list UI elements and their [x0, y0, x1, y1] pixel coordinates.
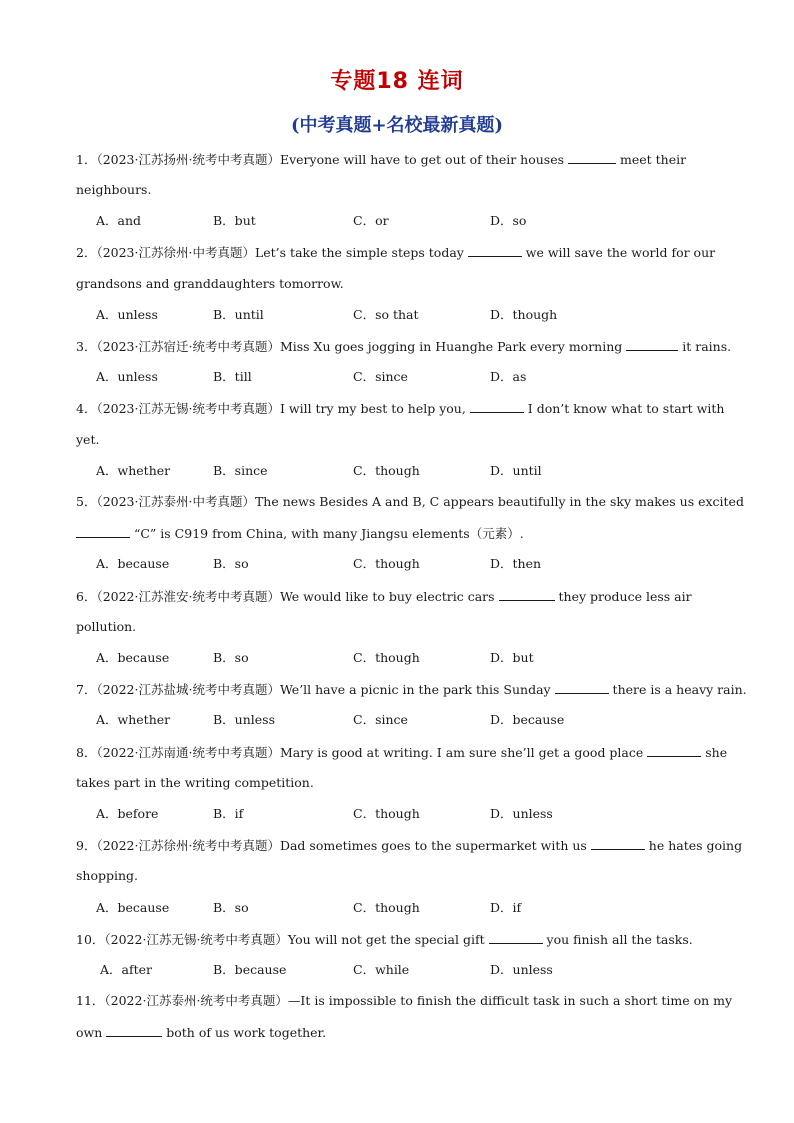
question-2-line-1: 2．（2023·江苏徐州·中考真题）Let’s take the simple steps today we will save the world for our [76, 245, 716, 260]
question-5-line-1: 5．（2023·江苏泰州·中考真题）The news Besides A and B, C appears beautifully in the sky makes us excited [76, 494, 744, 509]
option-d[interactable]: D．unless [490, 962, 553, 977]
option-b[interactable]: B．so [213, 650, 249, 665]
question-3-line-1: 3．（2023·江苏宿迁·统考中考真题）Miss Xu goes jogging in Huanghe Park every morning it rains. [76, 339, 732, 354]
question-4-line-2: yet. [76, 432, 100, 447]
option-a[interactable]: A．whether [96, 712, 171, 727]
page-title: 专题18 连词 [330, 69, 464, 94]
option-d[interactable]: D．but [490, 650, 534, 665]
option-a[interactable]: A．because [96, 900, 170, 915]
option-a[interactable]: A．unless [96, 369, 158, 384]
option-b[interactable]: B．since [213, 463, 268, 478]
question-5-line-2: “C” is C919 from China, with many Jiangsu elements（元素）. [76, 525, 524, 542]
option-c[interactable]: C．though [353, 556, 420, 571]
option-a[interactable]: A．whether [96, 463, 171, 478]
option-b[interactable]: B．so [213, 900, 249, 915]
answer-blank[interactable] [568, 151, 616, 164]
option-d[interactable]: D．then [490, 556, 542, 571]
page-subtitle: (中考真题+名校最新真题) [290, 115, 504, 136]
answer-blank[interactable] [626, 338, 678, 351]
option-d[interactable]: D．so [490, 213, 527, 228]
option-d[interactable]: D．if [490, 900, 522, 915]
question-6-line-1: 6．（2022·江苏淮安·统考中考真题）We would like to buy electric cars they produce less air [76, 589, 692, 604]
answer-blank[interactable] [555, 681, 609, 694]
option-a[interactable]: A．because [96, 556, 170, 571]
option-a[interactable]: A．after [100, 962, 153, 977]
question-1-line-1: 1．（2023·江苏扬州·统考中考真题）Everyone will have to get out of their houses meet their [76, 152, 687, 167]
question-9-line-1: 9．（2022·江苏徐州·统考中考真题）Dad sometimes goes to the supermarket with us he hates going [76, 838, 743, 853]
answer-blank[interactable] [470, 400, 524, 413]
option-b[interactable]: B．but [213, 213, 256, 228]
question-4-line-1: 4．（2023·江苏无锡·统考中考真题）I will try my best to help you, I don’t know what to start with [76, 401, 725, 416]
option-b[interactable]: B．so [213, 556, 249, 571]
option-a[interactable]: A．unless [96, 307, 158, 322]
option-d[interactable]: D．as [490, 369, 527, 384]
option-c[interactable]: C．since [353, 369, 408, 384]
option-b[interactable]: B．unless [213, 712, 276, 727]
option-a[interactable]: A．and [96, 213, 142, 228]
option-c[interactable]: C．or [353, 213, 389, 228]
option-b[interactable]: B．till [213, 369, 252, 384]
answer-blank[interactable] [106, 1024, 162, 1037]
answer-blank[interactable] [76, 525, 130, 538]
option-c[interactable]: C．though [353, 900, 420, 915]
option-c[interactable]: C．since [353, 712, 408, 727]
option-c[interactable]: C．though [353, 806, 420, 821]
question-11-line-1: 11．（2022·江苏泰州·统考中考真题）—It is impossible to finish the difficult task in such a short time on my [76, 993, 733, 1008]
answer-blank[interactable] [489, 931, 543, 944]
option-c[interactable]: C．though [353, 463, 420, 478]
answer-blank[interactable] [647, 744, 701, 757]
option-c[interactable]: C．while [353, 962, 410, 977]
question-8-line-1: 8．（2022·江苏南通·统考中考真题）Mary is good at writing. I am sure she’ll get a good place she [76, 745, 728, 760]
question-10-line-1: 10．（2022·江苏无锡·统考中考真题）You will not get the special gift you finish all the tasks. [76, 932, 693, 947]
option-d[interactable]: D．until [490, 463, 542, 478]
question-6-line-2: pollution. [76, 619, 137, 634]
option-d[interactable]: D．because [490, 712, 565, 727]
option-c[interactable]: C．so that [353, 307, 419, 322]
option-a[interactable]: A．before [96, 806, 159, 821]
option-d[interactable]: D．unless [490, 806, 553, 821]
option-a[interactable]: A．because [96, 650, 170, 665]
answer-blank[interactable] [499, 588, 555, 601]
question-7-line-1: 7．（2022·江苏盐城·统考中考真题）We’ll have a picnic in the park this Sunday there is a heavy rain. [76, 682, 747, 697]
option-c[interactable]: C．though [353, 650, 420, 665]
option-b[interactable]: B．until [213, 307, 264, 322]
answer-blank[interactable] [591, 837, 645, 850]
question-1-line-2: neighbours. [76, 182, 152, 197]
question-11-line-2: own both of us work together. [76, 1025, 327, 1040]
option-b[interactable]: B．because [213, 962, 287, 977]
option-d[interactable]: D．though [490, 307, 558, 322]
option-b[interactable]: B．if [213, 806, 244, 821]
question-8-line-2: takes part in the writing competition. [76, 775, 314, 790]
question-9-line-2: shopping. [76, 868, 139, 883]
question-2-line-2: grandsons and granddaughters tomorrow. [76, 276, 344, 291]
answer-blank[interactable] [468, 244, 522, 257]
